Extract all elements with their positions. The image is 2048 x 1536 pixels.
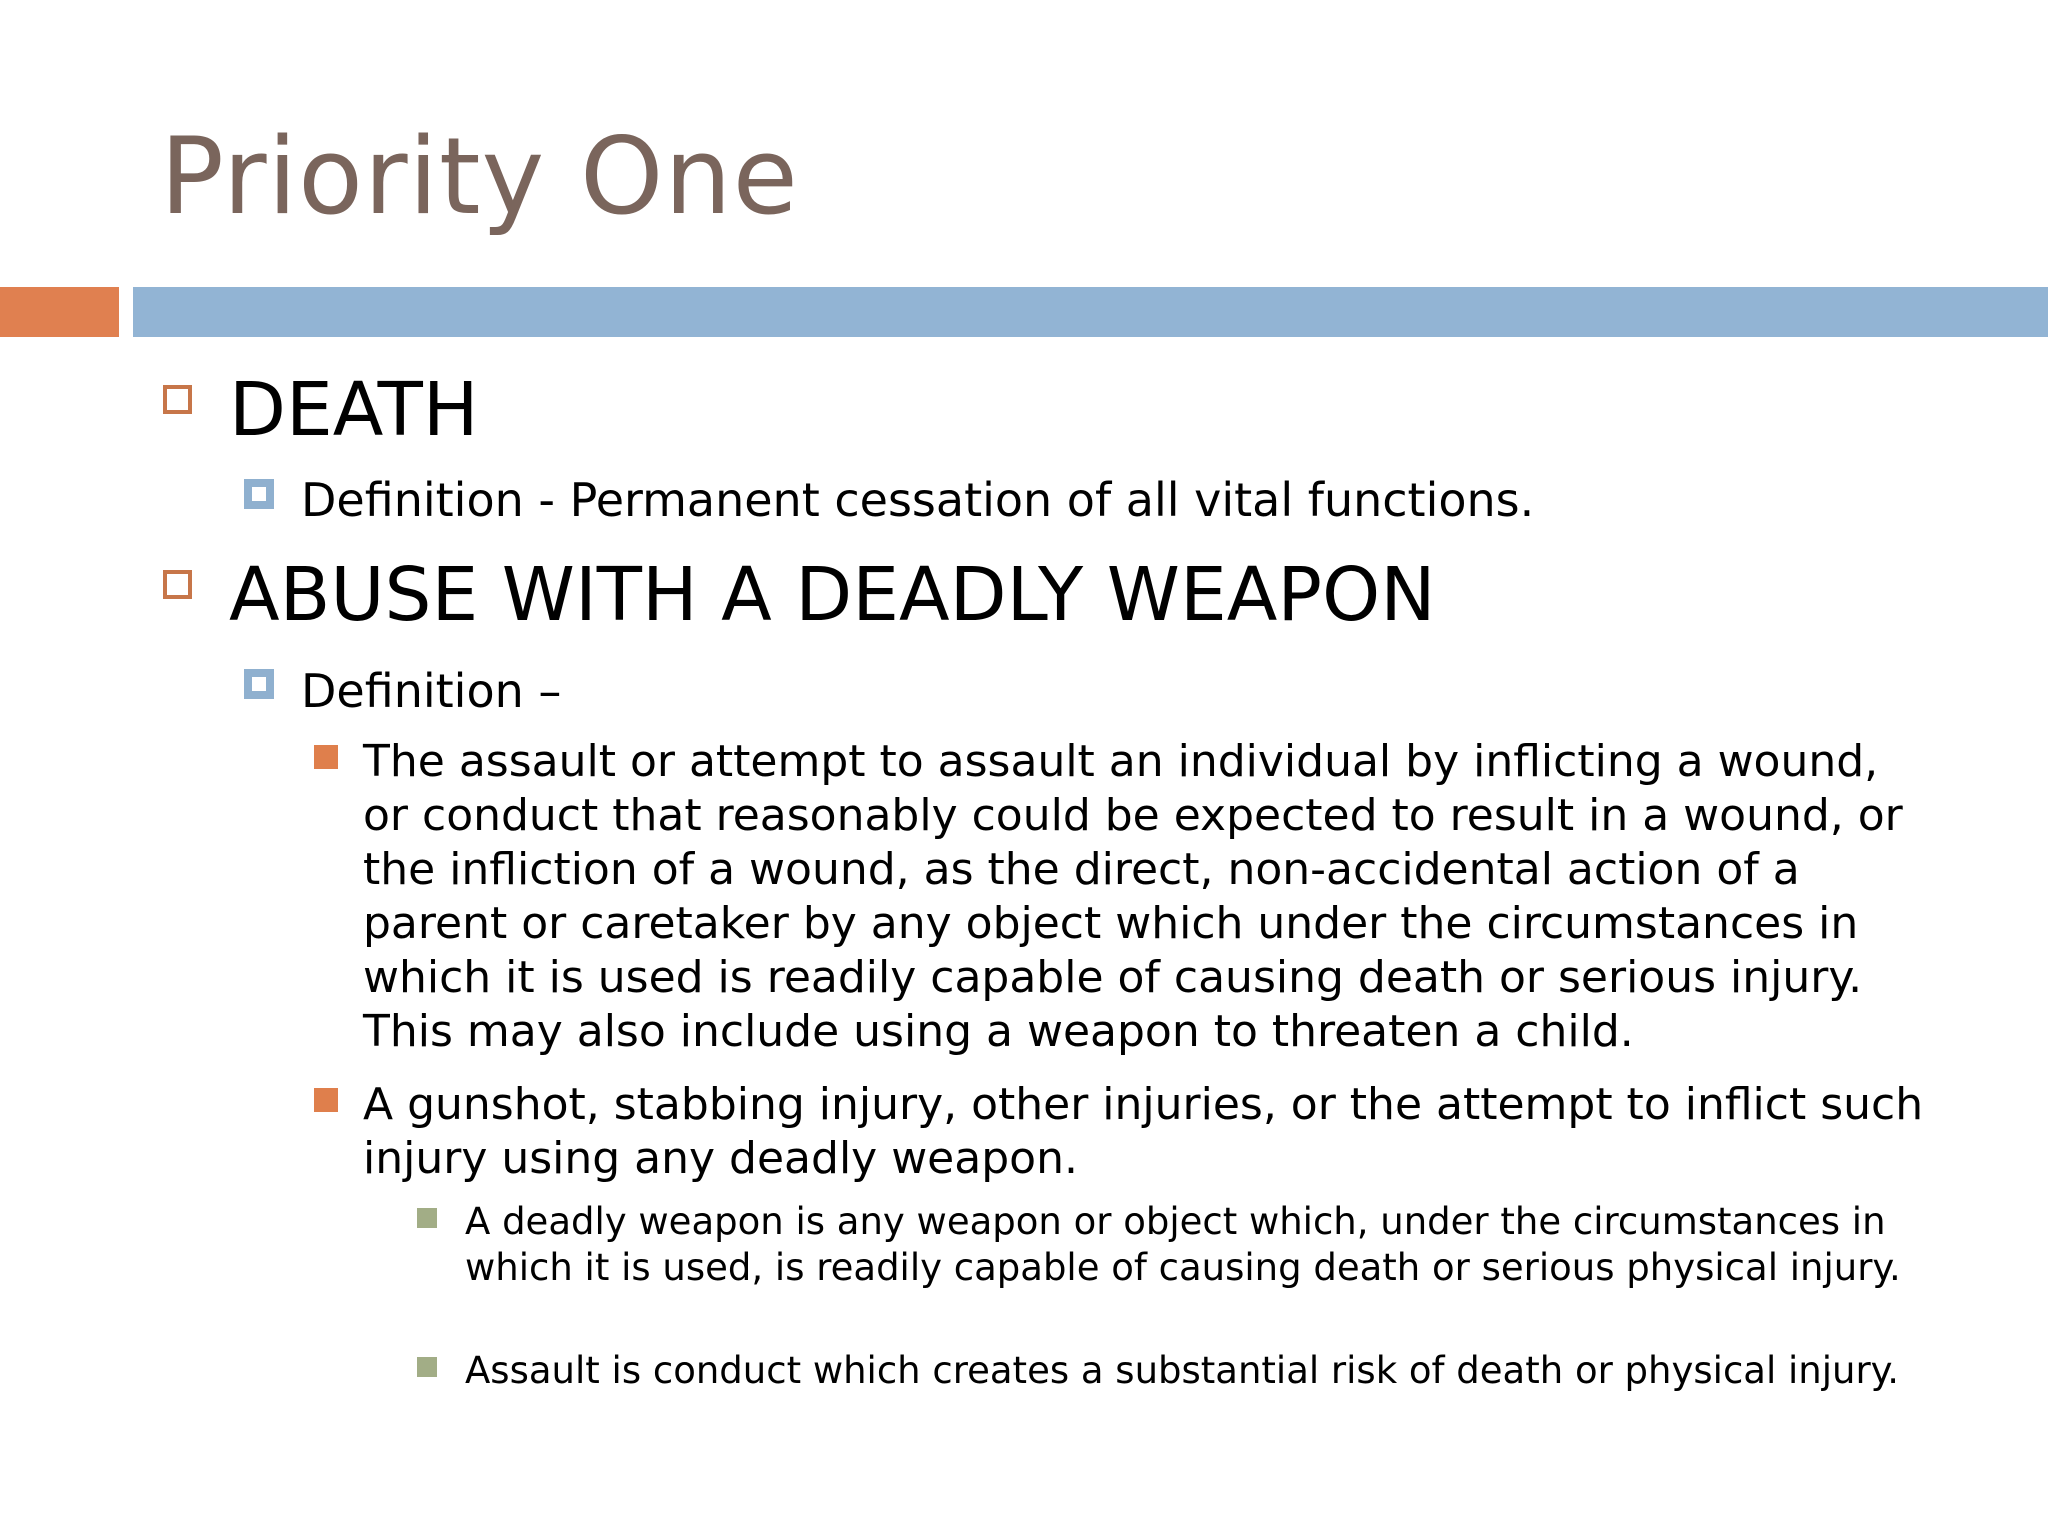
deadly-weapon-definition: A deadly weapon is any weapon or object which, under the circumstances in which it is used, is readily capable of causing death or serious physical injury. xyxy=(465,1200,1901,1289)
bullet-marker-death xyxy=(163,385,192,414)
title-rule-bar xyxy=(133,287,2048,337)
assault-definition-paragraph: The assault or attempt to assault an individual by inflicting a wound, or conduct that reasonably could be expected to result in a wound, or the infliction of a wound, as the direct, non-accidental action of a parent or caretaker by any object which under the circumstances in which it is used is readily capable of causing death or serious injury. This may also include using a weapon to threaten a child. xyxy=(363,736,1903,1057)
bullet-marker-gunshot-paragraph xyxy=(314,1088,338,1112)
abuse-definition-label: Definition – xyxy=(301,664,562,718)
bullet-marker-abuse xyxy=(163,570,192,599)
title-accent-bar xyxy=(0,287,119,337)
heading-death: DEATH xyxy=(229,367,479,453)
bullet-marker-death-definition xyxy=(244,479,274,509)
assault-conduct-definition: Assault is conduct which creates a substantial risk of death or physical injury. xyxy=(465,1349,1900,1392)
heading-abuse-deadly-weapon: ABUSE WITH A DEADLY WEAPON xyxy=(229,552,1436,638)
bullet-marker-assault-def xyxy=(417,1357,437,1377)
bullet-marker-assault-paragraph xyxy=(314,745,338,769)
gunshot-stabbing-paragraph: A gunshot, stabbing injury, other injuries, or the attempt to inflict such injury using any deadly weapon. xyxy=(363,1079,1924,1184)
bullet-marker-abuse-definition xyxy=(244,669,274,699)
bullet-marker-deadly-weapon-def xyxy=(417,1208,437,1228)
death-definition: Definition - Permanent cessation of all vital functions. xyxy=(301,473,1535,527)
slide-title: Priority One xyxy=(160,115,799,238)
